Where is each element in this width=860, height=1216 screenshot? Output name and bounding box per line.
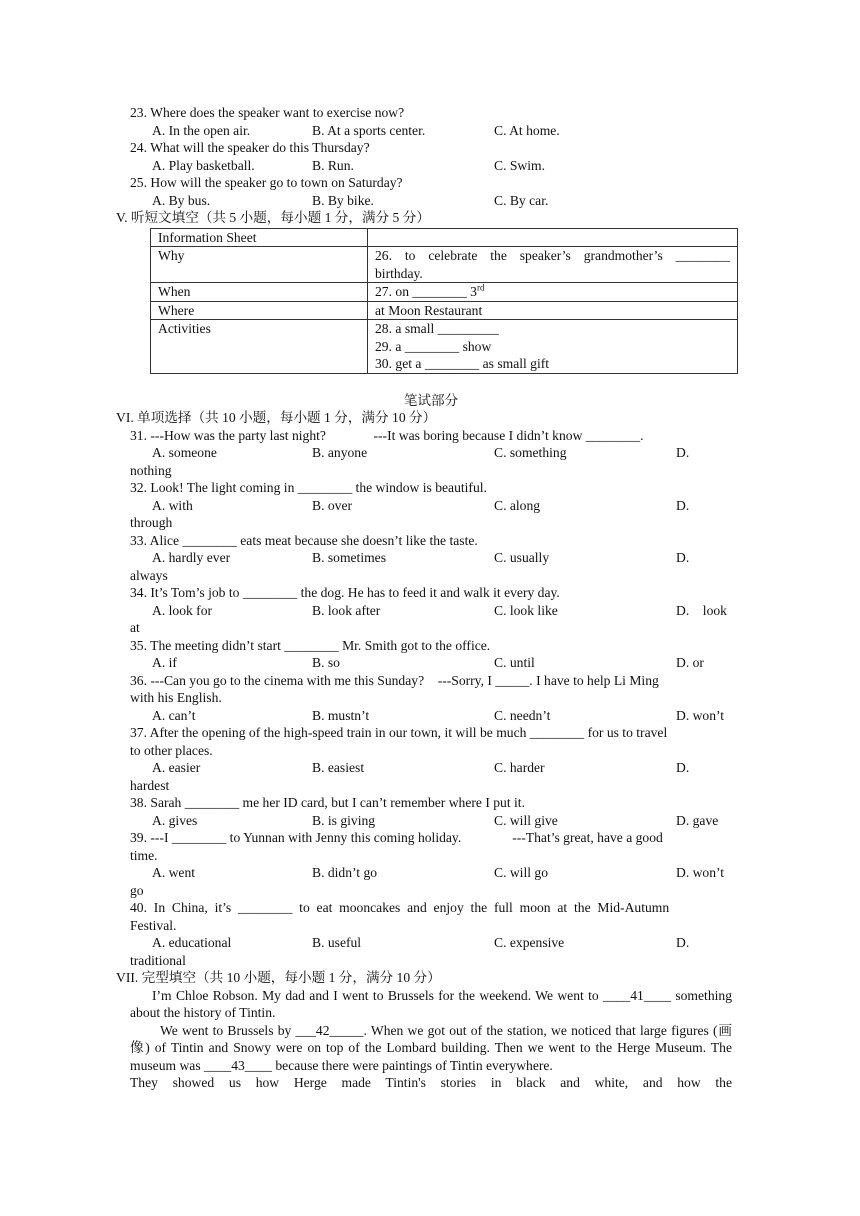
options-row [130,864,732,882]
option-a: A. can’t [152,707,196,723]
question-35 [130,637,732,672]
blank-30: 30. get a ________ as small gift [375,356,550,371]
option-a: A. if [152,655,177,670]
options-row [130,192,732,210]
option-b: B. At a sports center. [312,122,426,138]
blank-27-prefix: 27. on [375,284,413,299]
option-a: A. gives [152,812,198,828]
option-d: D. or [676,655,704,670]
option-a: A. look for [152,602,213,618]
option-d: D. [676,935,690,950]
option-a: A. went [152,865,196,880]
option-c: C. something [494,445,567,460]
question-text: 37. After the opening of the high-speed train in our town, it will be much ________ for us to travel [130,725,668,740]
question-36 [130,672,732,725]
option-d: D. won’t [676,865,725,880]
question-33 [130,532,732,585]
option-d-wrap: hardest [130,777,170,793]
row-label-when: When [151,283,368,302]
cloze-paragraph-1: I’m Chloe Robson. My dad and I went to Brussels for the weekend. We went to ____41____ something about the history of Tintin. [130,987,732,1020]
option-d-wrap: traditional [130,952,186,968]
question-31 [130,427,732,480]
row-label-why: Why [151,247,368,283]
option-d-wrap: always [130,567,168,583]
question-text: 39. ---I ________ to Yunnan with Jenny this coming holiday. ---That’s great, have a good [130,830,663,845]
question-text: 38. Sarah ________ me her ID card, but I can’t remember where I put it. [130,795,525,810]
option-c: C. look like [494,602,558,618]
question-text-cont: time. [130,847,158,863]
cloze-paragraph-2-cont: They showed us how Herge made Tintin's stories in black and white, and how the [130,1075,732,1090]
blank-28: 28. a small _________ [375,321,499,336]
question-text: 40. In China, it’s ________ to eat mooncakes and enjoy the full moon at the Mid-Autumn [130,900,670,915]
option-d-wrap: through [130,515,173,530]
section-5-title: V. 听短文填空（共 5 小题，每小题 1 分，满分 5 分） [116,210,430,225]
option-a: A. By bus. [152,192,211,208]
written-part-title: 笔试部分 [403,392,459,408]
table-cell-empty [368,228,738,247]
table-header-cell: Information Sheet [151,228,368,247]
option-b: B. anyone [312,445,368,460]
option-c: C. usually [494,550,550,565]
row-value-when [368,283,738,302]
question-text: 31. ---How was the party last night? ---It was boring because I didn’t know ________. [130,427,644,443]
option-b: B. didn’t go [312,865,378,880]
option-c: C. until [494,655,535,670]
question-32 [130,479,732,532]
option-d-wrap: nothing [130,462,172,478]
question-text: 23. Where does the speaker want to exercise now? [130,105,405,120]
option-d: D. [676,760,690,775]
question-40 [130,899,732,969]
option-c: C. along [494,497,541,513]
options-row [130,122,732,140]
question-text: 32. Look! The light coming in ________ the window is beautiful. [130,480,487,495]
option-c: C. will give [494,812,558,828]
question-37 [130,724,732,794]
question-23 [130,104,732,139]
question-text: 35. The meeting didn’t start ________ Mr. Smith got to the office. [130,637,491,653]
question-text: 33. Alice ________ eats meat because she doesn’t like the taste. [130,532,478,548]
options-row [130,497,732,515]
option-d: D. look [676,602,727,618]
option-b: B. over [312,497,353,513]
option-d: D. [676,550,690,565]
options-row [130,654,732,672]
row-value-why [368,247,738,283]
row-value-activities [368,320,738,374]
option-b: B. useful [312,935,362,950]
options-row [130,602,732,620]
question-text: 34. It’s Tom’s job to ________ the dog. He has to feed it and walk it every day. [130,585,560,600]
option-a: A. Play basketball. [152,157,255,173]
options-row [130,444,732,462]
table-row [151,228,738,247]
option-d: D. [676,497,690,513]
option-a: A. someone [152,445,217,460]
option-c: C. expensive [494,935,565,950]
question-34 [130,584,732,637]
options-row [130,549,732,567]
exam-page [116,104,732,1092]
question-39 [130,829,732,899]
option-b: B. is giving [312,812,376,828]
table-row [151,247,738,283]
option-c: C. needn’t [494,707,551,723]
option-b: B. Run. [312,157,354,173]
option-c: C. At home. [494,122,560,138]
question-text-cont: with his English. [130,690,222,705]
question-38 [130,794,732,829]
information-sheet-table [150,228,738,374]
option-a: A. In the open air. [152,122,251,138]
option-c: C. harder [494,760,545,775]
row-label-where: Where [151,301,368,320]
option-a: A. easier [152,760,201,775]
option-b: B. By bike. [312,192,374,208]
option-a: A. with [152,497,193,513]
option-c: C. Swim. [494,157,545,173]
options-row [130,707,732,725]
question-text: 36. ---Can you go to the cinema with me this Sunday? ---Sorry, I _____. I have to help Li Ming [130,672,659,688]
question-text-cont: to other places. [130,742,213,758]
blank-29: 29. a ________ show [375,338,492,354]
blank-27-suffix: 3 [466,284,477,299]
options-row [130,759,732,777]
option-b: B. easiest [312,760,365,775]
option-a: A. hardly ever [152,550,231,565]
question-24 [130,139,732,174]
section-6-title: VI. 单项选择（共 10 小题，每小题 1 分，满分 10 分） [116,410,437,425]
option-c: C. will go [494,865,549,880]
table-row [151,283,738,302]
option-b: B. sometimes [312,550,387,565]
question-text: 25. How will the speaker go to town on Saturday? [130,175,403,190]
option-d: D. gave [676,812,719,828]
option-a: A. educational [152,935,232,950]
option-c: C. By car. [494,192,549,208]
question-25 [130,174,732,209]
table-row [151,320,738,374]
row-value-where: at Moon Restaurant [368,301,738,320]
option-b: B. look after [312,602,381,618]
table-row [151,301,738,320]
section-7-title: VII. 完型填空（共 10 小题，每小题 1 分，满分 10 分） [116,970,441,985]
blank-26-cont: birthday. [375,265,423,281]
option-d: D. [676,445,690,460]
question-text: 24. What will the speaker do this Thursday? [130,140,370,155]
options-row [130,934,732,952]
row-label-activities: Activities [151,320,368,374]
option-b: B. so [312,655,340,670]
option-d-wrap: go [130,882,144,898]
cloze-paragraph-2: We went to Brussels by ___42_____. When we got out of the station, we noticed that large figures (画像) of Tintin and Snowy were on top of the Lombard building. Then we went to the Herge Museum. The museum was ____43____ because there were paintings of Tintin everywhere. [130,1022,732,1073]
blank-26: 26. to celebrate the speaker’s grandmother’s ________ [375,248,730,263]
option-b: B. mustn’t [312,707,370,723]
options-row [130,157,732,175]
ordinal-suffix: rd [476,282,485,293]
option-d: D. won’t [676,707,725,723]
option-d-wrap: at [130,620,140,635]
question-text-cont: Festival. [130,917,177,933]
options-row [130,812,732,830]
blank-27: ________ [412,284,467,299]
